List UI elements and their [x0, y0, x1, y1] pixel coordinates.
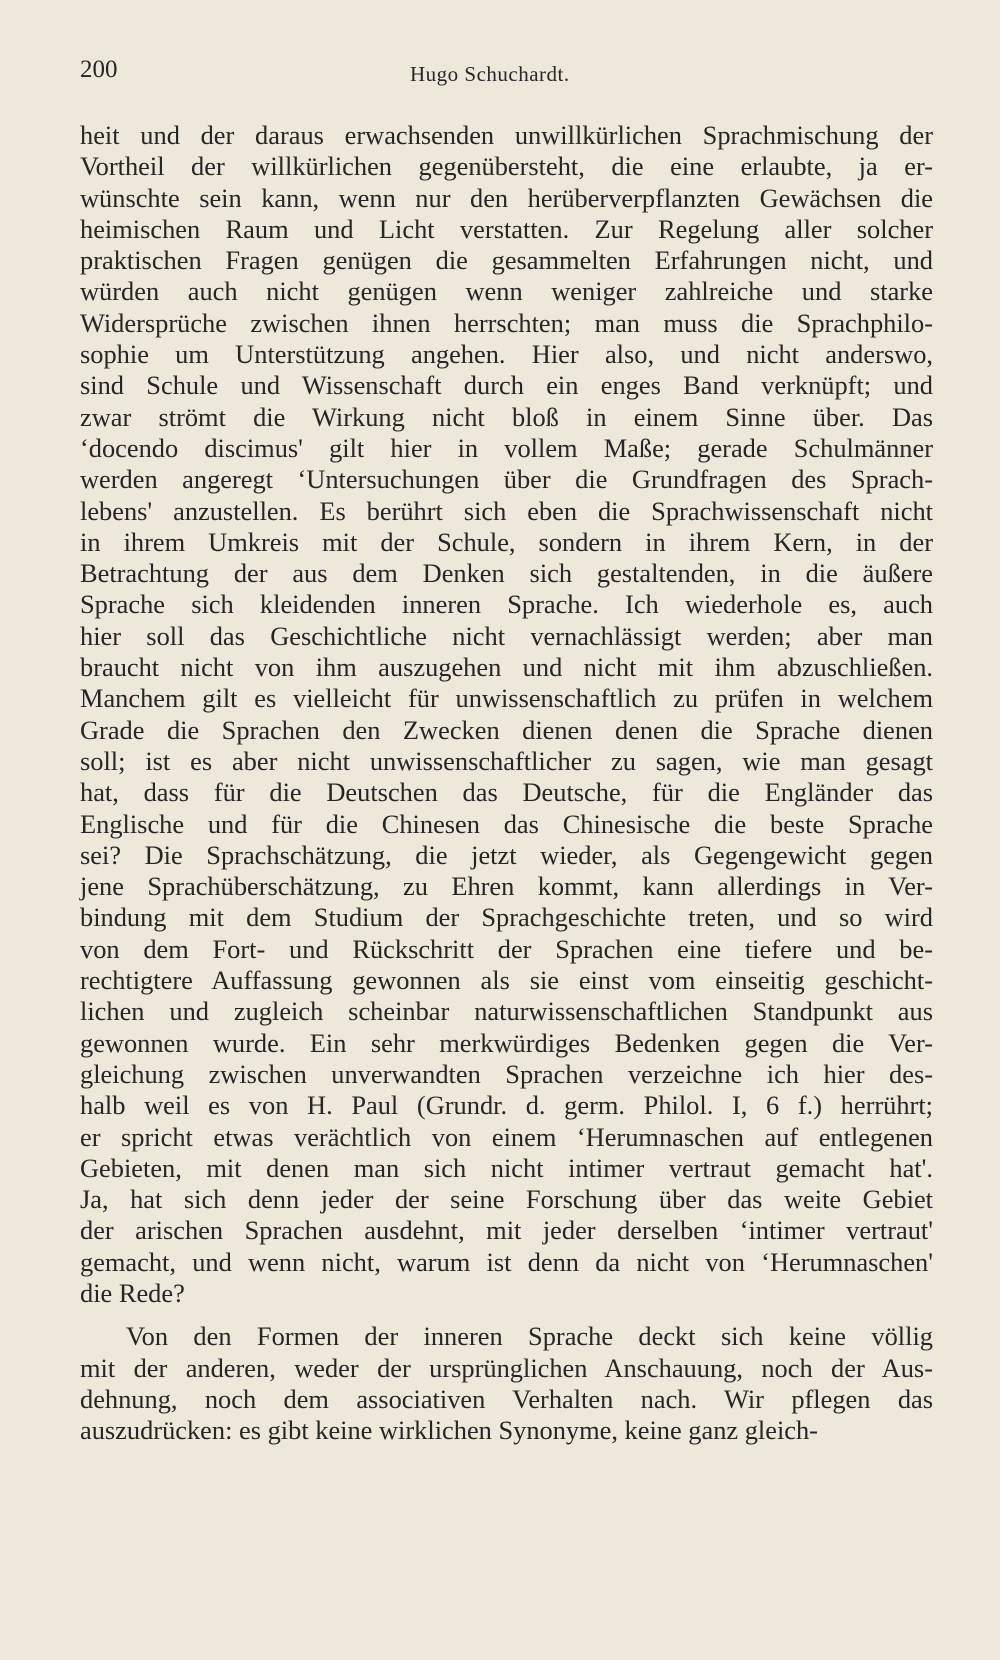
- text-line: Widersprüche zwischen ihnen herrschten; man muss die Sprachphilo-: [80, 307, 933, 338]
- text-line: Betrachtung der aus dem Denken sich gestaltenden, in die äußere: [80, 558, 933, 589]
- text-line: hier soll das Geschichtliche nicht vernachlässigt werden; aber man: [80, 620, 933, 651]
- text-line: dehnung, noch dem associativen Verhalten nach. Wir pflegen das: [80, 1383, 933, 1414]
- text-line: jene Sprachüberschätzung, zu Ehren kommt, kann allerdings in Ver-: [80, 871, 933, 902]
- text-line: Grade die Sprachen den Zwecken dienen denen die Sprache dienen: [80, 714, 933, 745]
- text-line: halb weil es von H. Paul (Grundr. d. germ. Philol. I, 6 f.) herrührt;: [80, 1090, 933, 1121]
- text-line: braucht nicht von ihm auszugehen und nicht mit ihm abzuschließen.: [80, 652, 933, 683]
- text-line: lichen und zugleich scheinbar naturwissenschaftlichen Standpunkt aus: [80, 996, 933, 1027]
- text-line: heit und der daraus erwachsenden unwillkürlichen Sprachmischung der: [80, 120, 933, 150]
- text-line: hat, dass für die Deutschen das Deutsche, für die Engländer das: [80, 777, 933, 808]
- text-line: Vortheil der willkürlichen gegenübersteht, die eine erlaubte, ja er-: [80, 151, 933, 182]
- text-line: in ihrem Umkreis mit der Schule, sondern in ihrem Kern, in der: [80, 526, 933, 557]
- text-line: wünschte sein kann, wenn nur den herüberverpflanzten Gewächsen die: [80, 182, 933, 213]
- text-line: zwar strömt die Wirkung nicht bloß in einem Sinne über. Das: [80, 401, 933, 432]
- text-line: rechtigtere Auffassung gewonnen als sie einst vom einseitig geschicht-: [80, 965, 933, 996]
- body-text: [80, 120, 933, 1446]
- text-line: der arischen Sprachen ausdehnt, mit jeder derselben ʻintimer vertraut': [80, 1215, 933, 1246]
- text-line: er spricht etwas verächtlich von einem ʻHerumnaschen auf entlegenen: [80, 1121, 933, 1152]
- text-line: heimischen Raum und Licht verstatten. Zur Regelung aller solcher: [80, 213, 933, 244]
- text-line: lebens' anzustellen. Es berührt sich eben die Sprachwissenschaft nicht: [80, 495, 933, 526]
- text-line: auszudrücken: es gibt keine wirklichen Synonyme, keine ganz gleich-: [80, 1415, 818, 1446]
- paragraph-1: [80, 120, 933, 1309]
- paragraph-2: [80, 1321, 933, 1446]
- page-number: 200: [80, 56, 118, 83]
- text-line: Englische und für die Chinesen das Chinesische die beste Sprache: [80, 808, 933, 839]
- text-line: sei? Die Sprachschätzung, die jetzt wieder, als Gegengewicht gegen: [80, 839, 933, 870]
- text-line: würden auch nicht genügen wenn weniger zahlreiche und starke: [80, 276, 933, 307]
- text-line: soll; ist es aber nicht unwissenschaftlicher zu sagen, wie man gesagt: [80, 745, 933, 776]
- text-line: sind Schule und Wissenschaft durch ein enges Band verknüpft; und: [80, 370, 933, 401]
- text-line: ʻdocendo discimus' gilt hier in vollem Maße; gerade Schulmänner: [80, 432, 933, 463]
- text-line: Manchem gilt es vielleicht für unwissenschaftlich zu prüfen in welchem: [80, 683, 933, 714]
- text-line: Sprache sich kleidenden inneren Sprache. Ich wiederhole es, auch: [80, 589, 933, 620]
- text-line: praktischen Fragen genügen die gesammelten Erfahrungen nicht, und: [80, 245, 933, 276]
- text-line: Von den Formen der inneren Sprache deckt sich keine völlig: [126, 1321, 933, 1352]
- text-line: bindung mit dem Studium der Sprachgeschichte treten, und so wird: [80, 902, 933, 933]
- text-line: gleichung zwischen unverwandten Sprachen verzeichne ich hier des-: [80, 1058, 933, 1089]
- text-line: Ja, hat sich denn jeder der seine Forschung über das weite Gebiet: [80, 1184, 933, 1215]
- text-line: sophie um Unterstützung angehen. Hier also, und nicht anderswo,: [80, 339, 933, 370]
- text-line: gemacht, und wenn nicht, warum ist denn da nicht von ʻHerumnaschen': [80, 1246, 933, 1277]
- text-line: Gebieten, mit denen man sich nicht intimer vertraut gemacht hat'.: [80, 1152, 933, 1183]
- page-header: [80, 56, 920, 96]
- text-line: die Rede?: [80, 1277, 185, 1308]
- text-line: werden angeregt ʻUntersuchungen über die Grundfragen des Sprach-: [80, 464, 933, 495]
- text-line: von dem Fort- und Rückschritt der Sprachen eine tiefere und be-: [80, 933, 933, 964]
- running-head: Hugo Schuchardt.: [410, 62, 570, 86]
- text-line: gewonnen wurde. Ein sehr merkwürdiges Bedenken gegen die Ver-: [80, 1027, 933, 1058]
- text-line: mit der anderen, weder der ursprünglichen Anschauung, noch der Aus-: [80, 1352, 933, 1383]
